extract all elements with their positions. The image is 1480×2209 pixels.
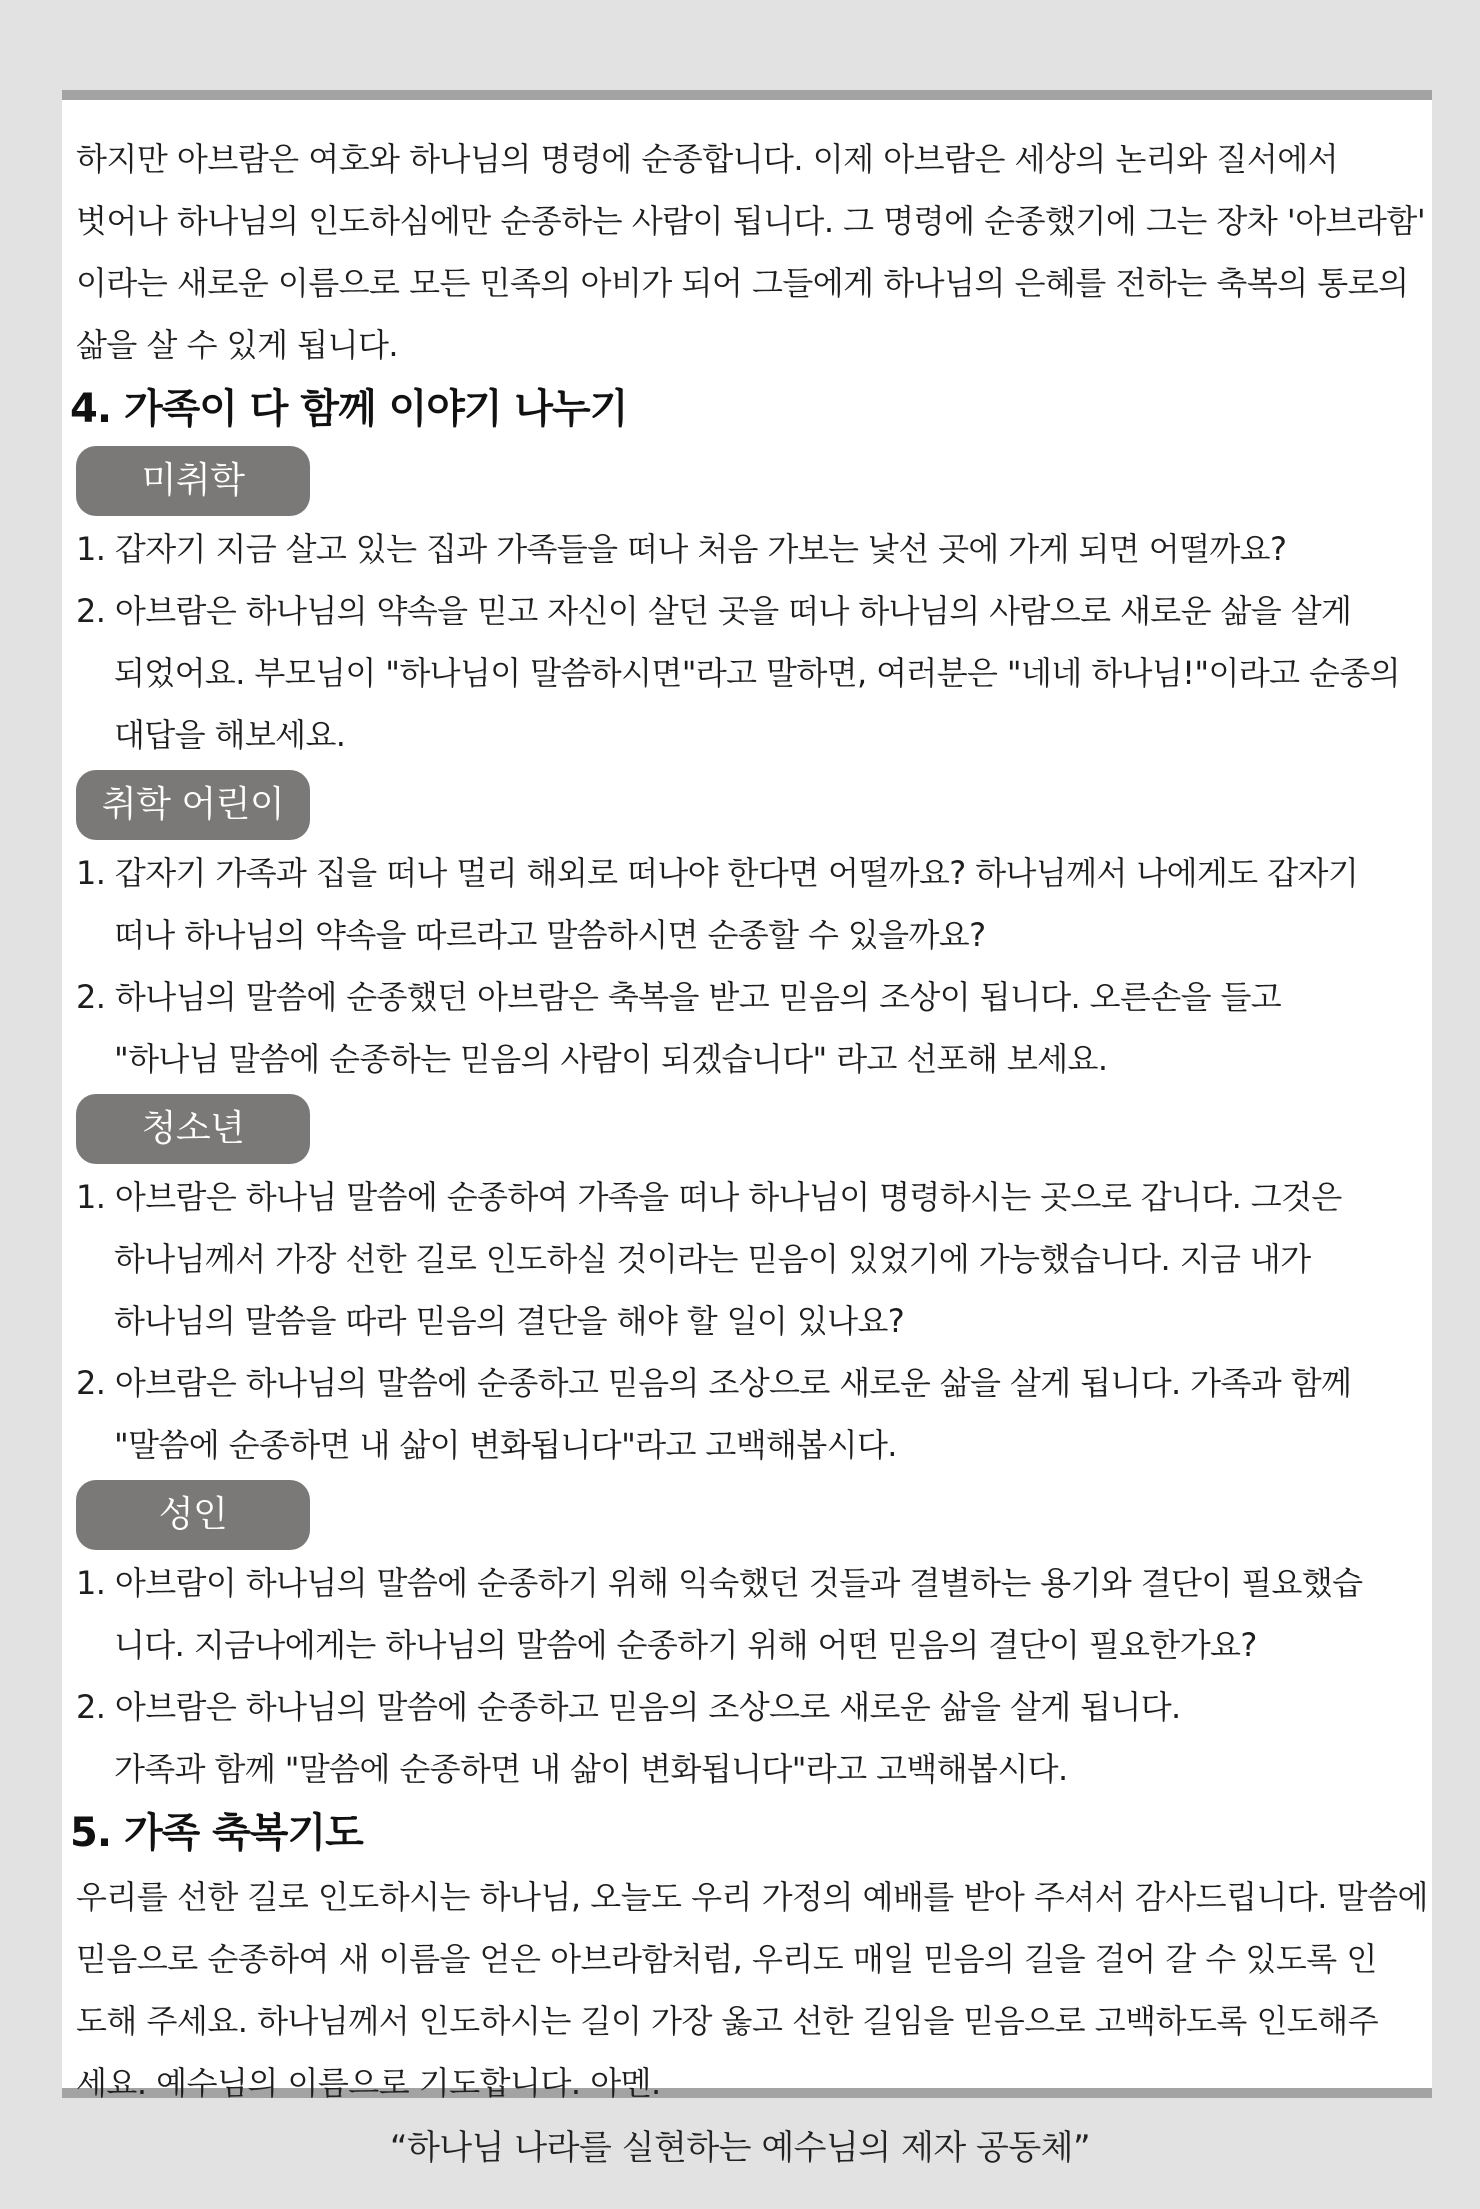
group-label-youth: 청소년 [76,1094,310,1164]
intro-line: 하지만 아브람은 여호와 하나님의 명령에 순종합니다. 이제 아브람은 세상의 논리와 질서에서 [76,140,1339,178]
section-5-heading: 5. 가족 축복기도 [70,1810,363,1856]
prayer-paragraph [76,1866,1428,2114]
footer-motto: “하나님 나라를 실현하는 예수님의 제자 공동체” [389,2128,1091,2168]
question-item [76,1552,1420,1676]
intro-line: 이라는 새로운 이름으로 모든 민족의 아비가 되어 그들에게 하나님의 은혜를 전하는 축복의 통로의 [76,264,1409,302]
content-page [62,90,1432,2102]
question-line: 되었어요. 부모님이 "하나님이 말씀하시면"라고 말하면, 여러분은 "네네 하나님!"이라고 순종의 [114,654,1400,692]
question-item [76,1352,1420,1476]
intro-line: 삶을 살 수 있게 됩니다. [76,326,399,364]
prayer-line: 세요. 예수님의 이름으로 기도합니다. 아멘. [76,2064,661,2102]
question-item [76,1166,1420,1352]
group-preschool [76,442,1420,766]
question-line: 대답을 해보세요. [114,716,346,754]
question-line: 가족과 함께 "말씀에 순종하면 내 삶이 변화됩니다"라고 고백해봅시다. [114,1750,1068,1788]
prayer-line: 우리를 선한 길로 인도하시는 하나님, 오늘도 우리 가정의 예배를 받아 주셔서 감사드립니다. 말씀에 [76,1878,1428,1916]
intro-line: 벗어나 하나님의 인도하심에만 순종하는 사람이 됩니다. 그 명령에 순종했기에 그는 장차 '아브라함' [76,202,1426,240]
group-label-preschool: 미취학 [76,446,310,516]
group-adult [76,1476,1420,1800]
group-school-children [76,766,1420,1090]
group-label-adult: 성인 [76,1480,310,1550]
question-line: 1. 아브람은 하나님 말씀에 순종하여 가족을 떠나 하나님이 명령하시는 곳으로 갑니다. 그것은 [76,1178,1342,1216]
question-line: 1. 갑자기 지금 살고 있는 집과 가족들을 떠나 처음 가보는 낯선 곳에 가게 되면 어떨까요? [76,530,1287,568]
question-item [76,580,1420,766]
question-line: 1. 갑자기 가족과 집을 떠나 멀리 해외로 떠나야 한다면 어떨까요? 하나님께서 나에게도 갑자기 [76,854,1359,892]
question-item [76,518,1420,580]
question-line: 2. 아브람은 하나님의 말씀에 순종하고 믿음의 조상으로 새로운 삶을 살게 됩니다. [76,1688,1181,1726]
section-4-heading: 4. 가족이 다 함께 이야기 나누기 [70,386,628,432]
question-item [76,1676,1420,1800]
group-youth [76,1090,1420,1476]
intro-paragraph [76,128,1426,376]
question-line: 1. 아브람이 하나님의 말씀에 순종하기 위해 익숙했던 것들과 결별하는 용기와 결단이 필요했습 [76,1564,1363,1602]
prayer-line: 믿음으로 순종하여 새 이름을 얻은 아브라함처럼, 우리도 매일 믿음의 길을 걸어 갈 수 있도록 인 [76,1940,1377,1978]
question-line: 2. 아브람은 하나님의 말씀에 순종하고 믿음의 조상으로 새로운 삶을 살게 됩니다. 가족과 함께 [76,1364,1352,1402]
group-label-school-children: 취학 어린이 [76,770,310,840]
question-line: 니다. 지금나에게는 하나님의 말씀에 순종하기 위해 어떤 믿음의 결단이 필요한가요? [114,1626,1257,1664]
question-line: "말씀에 순종하면 내 삶이 변화됩니다"라고 고백해봅시다. [114,1426,897,1464]
question-item [76,842,1420,966]
prayer-line: 도해 주세요. 하나님께서 인도하시는 길이 가장 옳고 선한 길임을 믿음으로 고백하도록 인도해주 [76,2002,1379,2040]
question-line: "하나님 말씀에 순종하는 믿음의 사람이 되겠습니다" 라고 선포해 보세요. [114,1040,1108,1078]
question-line: 2. 아브람은 하나님의 약속을 믿고 자신이 살던 곳을 떠나 하나님의 사람으로 새로운 삶을 살게 [76,592,1352,630]
question-item [76,966,1420,1090]
question-line: 하나님의 말씀을 따라 믿음의 결단을 해야 할 일이 있나요? [114,1302,905,1340]
question-line: 떠나 하나님의 약속을 따르라고 말씀하시면 순종할 수 있을까요? [114,916,986,954]
question-line: 2. 하나님의 말씀에 순종했던 아브람은 축복을 받고 믿음의 조상이 됩니다. 오른손을 들고 [76,978,1282,1016]
question-line: 하나님께서 가장 선한 길로 인도하실 것이라는 믿음이 있었기에 가능했습니다. 지금 내가 [114,1240,1311,1278]
